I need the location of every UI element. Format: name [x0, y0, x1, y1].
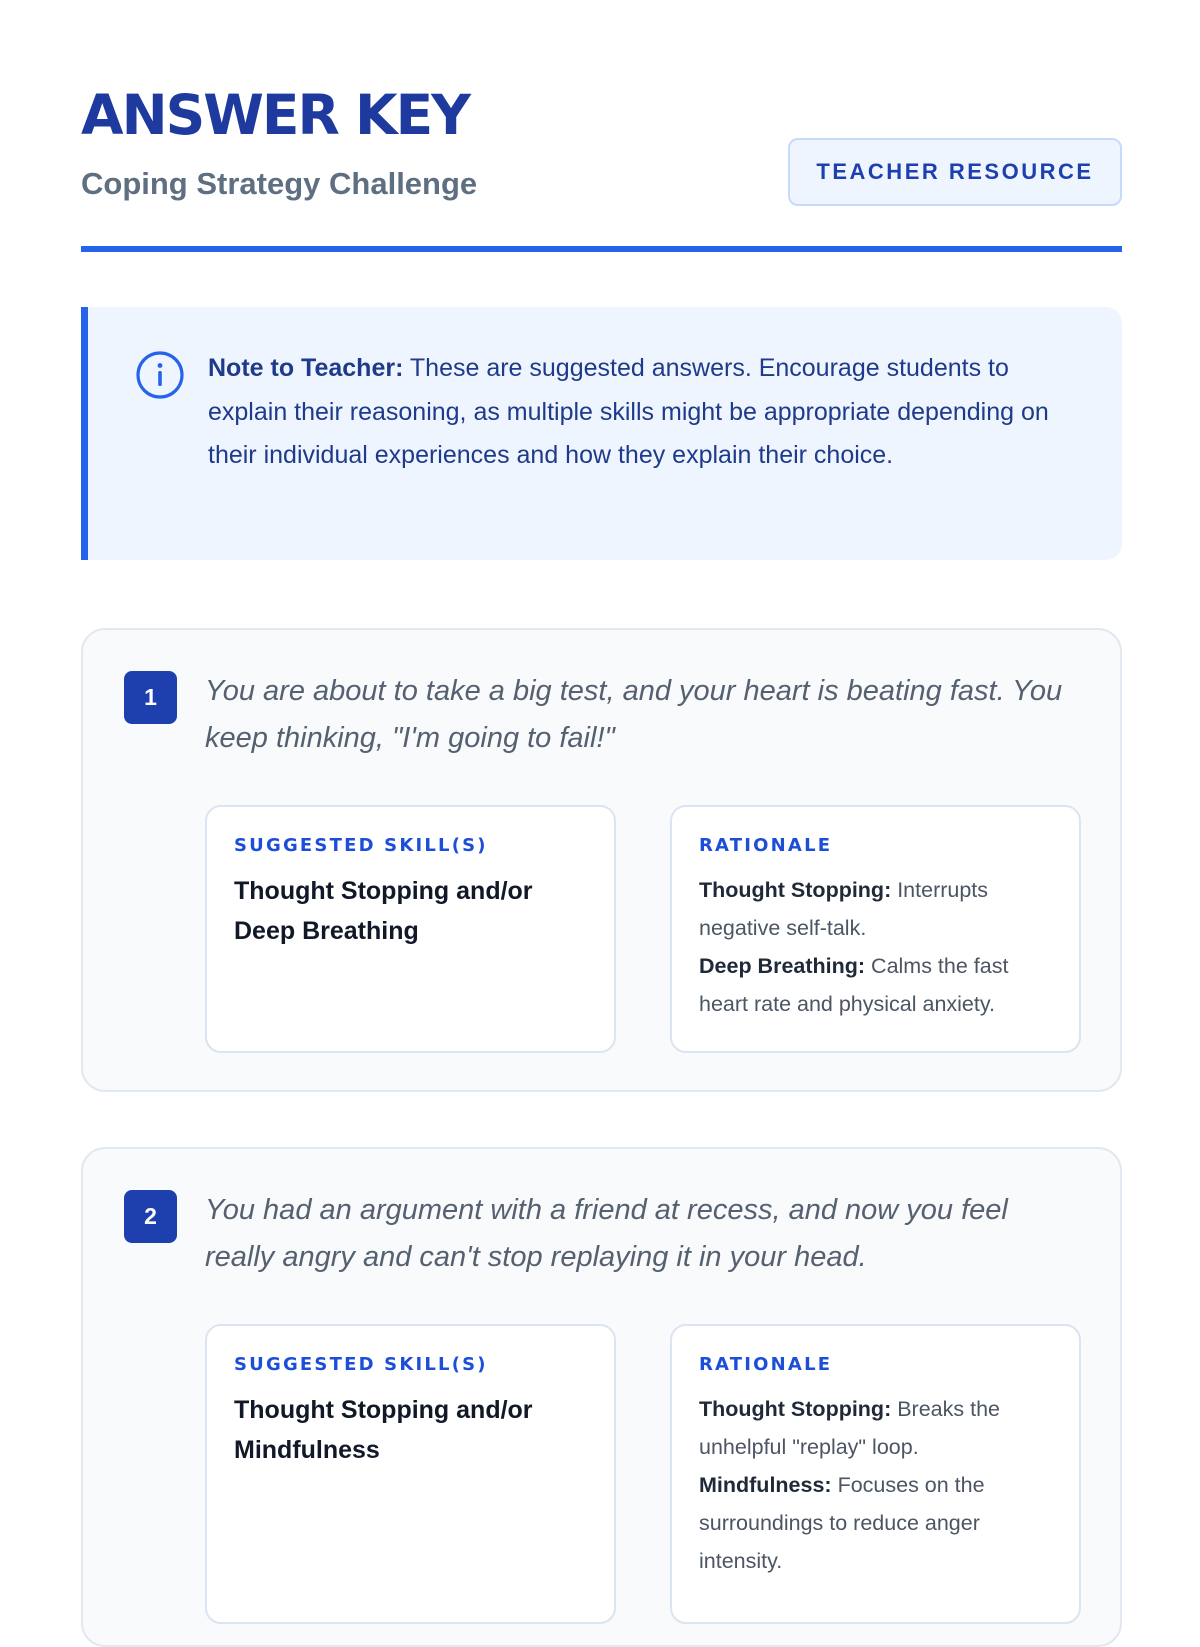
question-number-badge: 2 — [124, 1190, 177, 1243]
rationale-text — [699, 871, 1059, 1023]
teacher-note-text — [208, 347, 1078, 478]
rationale-item — [699, 1390, 1059, 1466]
question-scenario: You are about to take a big test, and your heart is beating fast. You keep thinking, "I'm going to fail!" — [205, 675, 1063, 754]
rationale-explanation: Focuses on the surroundings to reduce anger intensity. — [699, 1473, 985, 1573]
rationale-item — [699, 871, 1059, 947]
rationale-term: Thought Stopping: — [699, 1397, 892, 1421]
rationale-label: RATIONALE — [699, 1354, 833, 1375]
page-subtitle: Coping Strategy Challenge — [81, 166, 478, 201]
rationale-term: Thought Stopping: — [699, 878, 892, 902]
suggested-skill-text: Thought Stopping and/or Mindfulness — [234, 1396, 533, 1464]
rationale-box — [670, 805, 1081, 1053]
rationale-explanation: Breaks the unhelpful "replay" loop. — [699, 1397, 1000, 1459]
suggested-skill-label: SUGGESTED SKILL(S) — [234, 835, 488, 856]
rationale-explanation: Interrupts negative self-talk. — [699, 878, 989, 940]
rationale-item — [699, 947, 1059, 1023]
answer-key-page — [81, 0, 1122, 1573]
teacher-resource-badge: TEACHER RESOURCE — [788, 138, 1122, 206]
suggested-skill-box — [205, 1324, 616, 1624]
rationale-box — [670, 1324, 1081, 1624]
rationale-explanation: Calms the fast heart rate and physical anxiety. — [699, 954, 1009, 1016]
rationale-item — [699, 1466, 1059, 1580]
teacher-note — [81, 307, 1122, 560]
question-scenario: You had an argument with a friend at recess, and now you feel really angry and can't stop replaying it in your head. — [205, 1194, 1008, 1273]
header-divider — [81, 246, 1122, 252]
suggested-skill-label: SUGGESTED SKILL(S) — [234, 1354, 488, 1375]
suggested-skill-box — [205, 805, 616, 1053]
question-number-badge: 1 — [124, 671, 177, 724]
suggested-skill-text: Thought Stopping and/or Deep Breathing — [234, 877, 533, 945]
page-title: ANSWER KEY — [81, 83, 469, 147]
rationale-term: Deep Breathing: — [699, 954, 866, 978]
question-card-1 — [81, 628, 1122, 1092]
info-icon — [135, 350, 185, 400]
header — [81, 0, 1122, 254]
question-card-2 — [81, 1147, 1122, 1647]
rationale-label: RATIONALE — [699, 835, 833, 856]
teacher-note-label: Note to Teacher: — [208, 354, 404, 382]
rationale-term: Mindfulness: — [699, 1473, 832, 1497]
teacher-note-body: These are suggested answers. Encourage students to explain their reasoning, as multiple skills might be appropriate depending on their individual experiences and how they explain their choice. — [208, 354, 1049, 469]
rationale-text — [699, 1390, 1059, 1580]
